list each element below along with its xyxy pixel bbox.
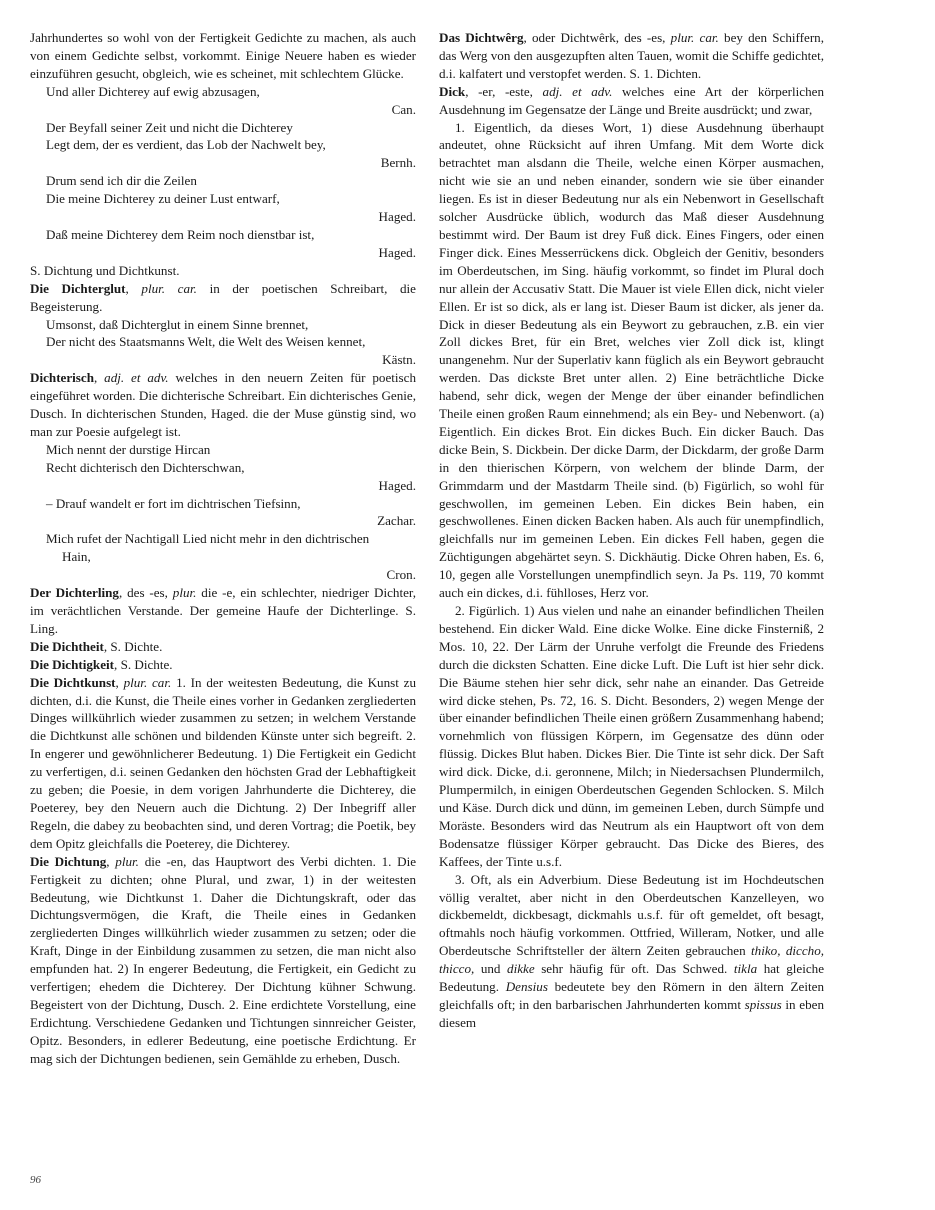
entry-headword: Die Dichtung	[30, 853, 107, 869]
verse-line: Mich nennt der durstige Hircan	[46, 441, 211, 457]
verse-line: Daß meine Dichterey dem Reim noch dienstbar ist,	[46, 226, 315, 242]
cited-word: Densius	[505, 979, 548, 995]
inflection: oder Dichtwêrk, des -es,	[532, 30, 666, 45]
entry-text: welches eine Art der körperlichen Ausdehnung im Gegensatze der Länge und Breite ausdrückt; und zwar,	[439, 83, 824, 117]
entry-dichterglut: Die Dichterglut, plur. car. in der poetischen Schreibart, die Begeisterung.	[30, 280, 416, 314]
page-number: 96	[30, 1174, 41, 1186]
entry-dichtwerg: Das Dichtwêrg, oder Dichtwêrk, des -es, plur. car. bey den Schiffern, das Werg von den ausgezupften alten Tauen, womit die Schiffe gedichtet, d.i. kalfatert und verstopfet werden. S. 1. Dichten.	[439, 30, 825, 81]
verse-line: Der nicht des Staatsmanns Welt, die Welt des Weisen kennet,	[46, 334, 366, 350]
verse-source: Bernh.	[380, 155, 416, 171]
verse-text: Mich rufet der Nachtigall Lied nicht mehr in den dichtrischen	[46, 531, 370, 547]
verse-line: Und aller Dichterey auf ewig abzusagen,	[46, 83, 260, 99]
grammar-note: plur.	[115, 853, 139, 869]
verse-line: – Drauf wandelt er fort im dichtrischen Tiefsinn,	[46, 495, 301, 511]
entry-headword: Die Dichtheit	[30, 638, 104, 654]
verse-source: Can.	[391, 101, 416, 117]
entry-headword: Die Dichtkunst	[30, 674, 116, 690]
entry-text: S. Dichte.	[120, 656, 173, 672]
verse-source: Haged.	[378, 477, 416, 493]
cited-word: dikke	[507, 961, 535, 977]
entry-text: die -e, ein schlechter, niedriger Dichter, im verächtlichen Verstande. Der gemeine Haufe der Dichterlinge. S. Ling.	[30, 585, 416, 636]
verse-source: Haged.	[378, 209, 416, 225]
text-run: bedeutete bey den Römern in den ältern Zeiten gleichfalls oft; in den barbarischen Jahrhunderten kommt	[439, 979, 824, 1012]
cited-word: tikla	[733, 961, 758, 977]
entry-dichtigkeit: Die Dichtigkeit, S. Dichte.	[30, 656, 173, 672]
grammar-note: adj. et adv.	[542, 83, 613, 99]
entry-headword: Das Dichtwêrg	[439, 30, 524, 45]
text-run: und	[480, 961, 501, 977]
text-run: sehr häufig für oft. Das Schwed.	[541, 961, 728, 977]
entry-text: bey den Schiffern, das Werg von den ausgezupften alten Tauen, womit die Schiffe gedichtet, d.i. kalfatert und verstopfet werden. S. 1. Dichten.	[439, 30, 825, 81]
verse-line: Recht dichterisch den Dichterschwan,	[46, 459, 245, 475]
paragraph: Jahrhundertes so wohl von der Fertigkeit Gedichte zu machen, als auch von einem Gedichte selbst, vorkommt. Einige Neuere haben es wieder einzuführen gesucht, obgleich, wie es scheinet, mit schlechtem Glücke.	[30, 30, 416, 81]
entry-dick: Dick, -er, -este, adj. et adv. welches eine Art der körperlichen Ausdehnung im Gegensatze der Länge und Breite ausdrückt; und zwar,	[439, 83, 824, 117]
verse-source: Kästn.	[382, 352, 416, 368]
entry-dichtheit: Die Dichtheit, S. Dichte.	[30, 638, 163, 654]
entry-text: in der poetischen Schreibart, die Begeisterung.	[30, 280, 416, 314]
cited-word: spissus	[744, 996, 782, 1012]
text-run: in eben diesem	[439, 996, 824, 1030]
inflection: des -es,	[127, 585, 168, 601]
verse-line	[46, 530, 416, 566]
verse-source: Haged.	[378, 244, 416, 260]
verse-line: Umsonst, daß Dichterglut in einem Sinne brennet,	[46, 316, 309, 332]
paragraph: 2. Figürlich. 1) Aus vielen und nahe an einander befindlichen Theilen bestehend. Ein dicker Wald. Eine dicke Wolke. Eine dicke Finsterniß, 2 Mos. 10, 22. Der Lärm der Unruhe verfolgt die Freunde des Friedens durch die dicksten Schatten. Eine dicke Luft. Die Luft ist hier sehr dick. Die Bäume stehen hier sehr dick, sehr nahe an einander. Das Getreide wird dicke stehen, Ps. 72, 16. S. Dicht. Besonders, 2) wegen Menge der über einander befindlichen Theile einen größern Zusammenhang habend; vornehmlich von flüssigen Körpern, im Gegensatze des dünn oder flüssig. Dickes Blut haben. Dickes Bier. Die Tinte ist sehr dick. Der Saft wird dick. Dicke, d.i. geronnene, Milch; in Niedersachsen Plundermilch, Plumpermilch, in einigen Oberdeutschen Gegenden Schlocken. S. Milch und Käse. Durch dick und dünn, im gemeinen Leben, durch Sümpfe und Moräste. Besonders wird das Neutrum als ein Hauptwort oft von dem Bodensatze flüssiger Körper gebraucht. Das Dicke des Bieres, des Kaffees, der Tinte u.s.f.	[439, 603, 824, 869]
entry-text: welches in den neuern Zeiten für poetisch eingeführet worden. Die dichterische Schreibart. Ein dichterisches Genie, Dusch. In dichterischen Stunden, Haged. die der Muse günstig sind, wo man zur Poesie aufgelegt ist.	[30, 370, 417, 439]
entry-text: S. Dichte.	[110, 638, 163, 654]
right-column	[439, 29, 824, 1032]
grammar-note: plur. car.	[123, 674, 172, 690]
grammar-note: adj. et adv.	[104, 370, 169, 386]
verse-line: Die meine Dichterey zu deiner Lust entwarf,	[46, 191, 280, 207]
entry-headword: Die Dichtigkeit	[30, 656, 115, 672]
entry-dichtkunst: Die Dichtkunst, plur. car. 1. In der weitesten Bedeutung, die Kunst zu dichten, d.i. die Kunst, die Theile eines vorher in Gedanken zergliederten Dinges willkührlich wieder zusammen zu setzen; in welchem Verstande die Dichtkunst alle schönen und bildenden Künste unter sich begreift. 2. In engerer und gewöhnlicherer Bedeutung. 1) Die Fertigkeit ein Gedicht zu verfertigen, d.i. seinen Gedanken den höchsten Grad der Lebhaftigkeit zu geben; die Poesie, in dem vorigen Jahrhunderte die Dichterey, die Poeterey, bey den Neuern auch die Dichtung. 2) Der Inbegriff aller Regeln, die dabey zu beobachten sind, und deren Vortrag; die Poetik, bey dem Opitz gleichfalls die Poeterey, die Dichterey.	[30, 674, 417, 851]
grammar-note: plur. car.	[670, 30, 719, 45]
entry-dichterling: Der Dichterling, des -es, plur. die -e, ein schlechter, niedriger Dichter, im verächtlichen Verstande. Der gemeine Haufe der Dichterlinge. S. Ling.	[30, 585, 416, 636]
verse-line: Der Beyfall seiner Zeit und nicht die Dichterey	[46, 119, 293, 135]
text-run: hat gleiche Bedeutung.	[439, 961, 825, 995]
cited-word: thiko, diccho, thicco,	[439, 943, 825, 977]
verse-source: Zachar.	[377, 513, 416, 529]
entry-dichterisch: Dichterisch, adj. et adv. welches in den neuern Zeiten für poetisch eingeführet worden. Die dichterische Schreibart. Ein dichterisches Genie, Dusch. In dichterischen Stunden, Haged. die der Muse günstig sind, wo man zur Poesie aufgelegt ist.	[30, 370, 417, 439]
verse-line: Legt dem, der es verdient, das Lob der Nachwelt bey,	[46, 137, 326, 153]
verse-source: Cron.	[386, 567, 416, 583]
entry-headword: Dick	[439, 83, 466, 99]
entry-text: die -en, das Hauptwort des Verbi dichten. 1. Die Fertigkeit zu dichten; ohne Plural, und zwar, 1) in der weitesten Bedeutung, wie Dichtkunst 1. Daher die Dichtungskraft, oder das Dichtungsvermögen, die Kraft, die Theile eines in Gedanken zergliederten Dinges willkührlich wieder zusammen zu setzen; oder die Kraft, Dinge in der Einbildung zusammen zu setzen, die man nicht also empfunden hat. 2) In engerer Bedeutung, die Fertigkeit, ein Gedicht zu verfertigen; ehedem die Dichterey. Der Dichtung kühner Schwung. Begeistert von der Dichtung, Dusch. 2. Eine erdichtete Vorstellung, eine Erdichtung. Verschiedene Gedanken und Tichtungen sinnreicher Geister, Opitz. Besonders, in edlerer Bedeutung, eine poetische Erdichtung. Er mag sich der Dichtungen bedienen, sein Gemählde zu erheben, Dusch.	[30, 853, 417, 1066]
left-column	[30, 29, 416, 1068]
entry-dichtung: Die Dichtung, plur. die -en, das Hauptwort des Verbi dichten. 1. Die Fertigkeit zu dichten; ohne Plural, und zwar, 1) in der weitesten Bedeutung, wie Dichtkunst 1. Daher die Dichtungskraft, oder das Dichtungsvermögen, die Kraft, die Theile eines in Gedanken zergliederten Dinges willkührlich wieder zusammen zu setzen; oder die Kraft, Dinge in der Einbildung zusammen zu setzen, die man nicht also empfunden hat. 2) In engerer Bedeutung, die Fertigkeit, ein Gedicht zu verfertigen; ehedem die Dichterey. Der Dichtung kühner Schwung. Begeistert von der Dichtung, Dusch. 2. Eine erdichtete Vorstellung, eine Erdichtung. Verschiedene Gedanken und Tichtungen sinnreicher Geister, Opitz. Besonders, in edlerer Bedeutung, eine poetische Erdichtung. Er mag sich der Dichtungen bedienen, sein Gemählde zu erheben, Dusch.	[30, 853, 417, 1066]
paragraph: S. Dichtung und Dichtkunst.	[30, 262, 180, 278]
paragraph: 1. Eigentlich, da dieses Wort, 1) diese Ausdehnung überhaupt andeutet, ohne Rücksicht auf ihren Umfang. Mit dem Worte dick betrachtet man alsdann die Theile, welche einen Körper ausmachen, nicht wie sie an und neben einander, sondern wie sie über einander liegen. Es ist in dieser Bedeutung nur als ein Nebenwort in Gesellschaft solcher Ausdrücke üblich, wodurch das Maß dieser Ausdehnung bestimmt wird. Der Baum ist drey Fuß dick. Eines Fingers, oder einen Finger dick. Eines Messerrückens dick. Obgleich der Genitiv, besonders im Oberdeutschen, im Sing. häufig vorkommt, so findet im Plural doch nur allein der Accusativ Statt. Die Mauer ist viele Ellen dick, nicht vieler Ellen. Er ist so dick, als er lang ist. Dieser Baum ist dicker, als jener da. Dick in dieser Bedeutung als ein Beywort zu gebrauchen, z.B. ein vier Zoll dickes Bret, für ein Bret, welches vier Zoll dick ist, klingt unangenehm. Nur der Superlativ kann füglich als ein Beywort gebraucht werden. Das dickste Bret unter allen. 2) Eine beträchtliche Dicke habend, sehr dick, wegen der Menge der über einander befindlichen Theile einen großen Raum einnehmend; als ein Bey- und Nebenwort. (a) Eigentlich. Ein dickes Brot. Ein dickes Buch. Ein dicker Bauch. Das dicke Bein, S. Dickbein. Der dicke Darm, der Dickdarm, der große Darm in den thierischen Körpern, von welchem der blinde Darm, der Grimmdarm und der Mastdarm Theile sind. (b) Figürlich, so wohl für geschwollen, im gemeinen Leben. Ein dickes Bein haben, ein geschwollenes. Einen dicken Backen haben. Als auch für unempfindlich, gleichfalls nur im gemeinen Leben. Ein dickes Fell haben, gegen die Züchtigungen abgehärtet seyn. S. Dickhäutig. Dicke Ohren haben, Es. 6, 10, gegen alle Vorstellungen unempfindlich seyn. Ja Ps. 119, 70 kommt auch ein dickes, d.i. fühlloses, Herz vor.	[439, 119, 824, 601]
entry-headword: Die Dichterglut	[30, 280, 126, 296]
verse-line: Drum send ich dir die Zeilen	[46, 173, 197, 189]
entry-text: 1. In der weitesten Bedeutung, die Kunst zu dichten, d.i. die Kunst, die Theile eines vorher in Gedanken zergliederten Dinges willkührlich wieder zusammen zu setzen; in welchem Verstande die Dichtkunst alle schönen und bildenden Künste unter sich begreift. 2. In engerer und gewöhnlicherer Bedeutung. 1) Die Fertigkeit ein Gedicht zu verfertigen, d.i. seinen Gedanken den höchsten Grad der Lebhaftigkeit zu geben; die Poesie, in dem vorigen Jahrhunderte die Dichterey, die Poeterey, bey den Neuern auch die Dichtung. 2) Der Inbegriff aller Regeln, die dabey zu beobachten sind, und deren Vortrag; die Poetik, bey dem Opitz gleichfalls die Poeterey, die Dichterey.	[30, 674, 417, 851]
inflection: -er, -este,	[478, 83, 533, 99]
entry-headword: Der Dichterling	[30, 585, 119, 601]
grammar-note: plur. car.	[141, 280, 197, 296]
grammar-note: plur.	[172, 585, 197, 601]
entry-headword: Dichterisch	[30, 370, 94, 386]
paragraph	[439, 871, 824, 1032]
text-run: 3. Oft, als ein Adverbium. Diese Bedeutung ist im Hochdeutschen völlig veraltet, aber nicht in den Oberdeutschen Kanzelleyen, wo dickbemeldt, dickbesagt, dickmahls u.s.f. für oft gemeldet, oft besagt, oftmahls noch häufig vorkommen. Ottfried, Willeram, Notker, und alle Oberdeutsche Schriftsteller der ältern Zeiten gebrauchen	[439, 871, 824, 959]
verse-continuation: Hain,	[62, 549, 91, 565]
